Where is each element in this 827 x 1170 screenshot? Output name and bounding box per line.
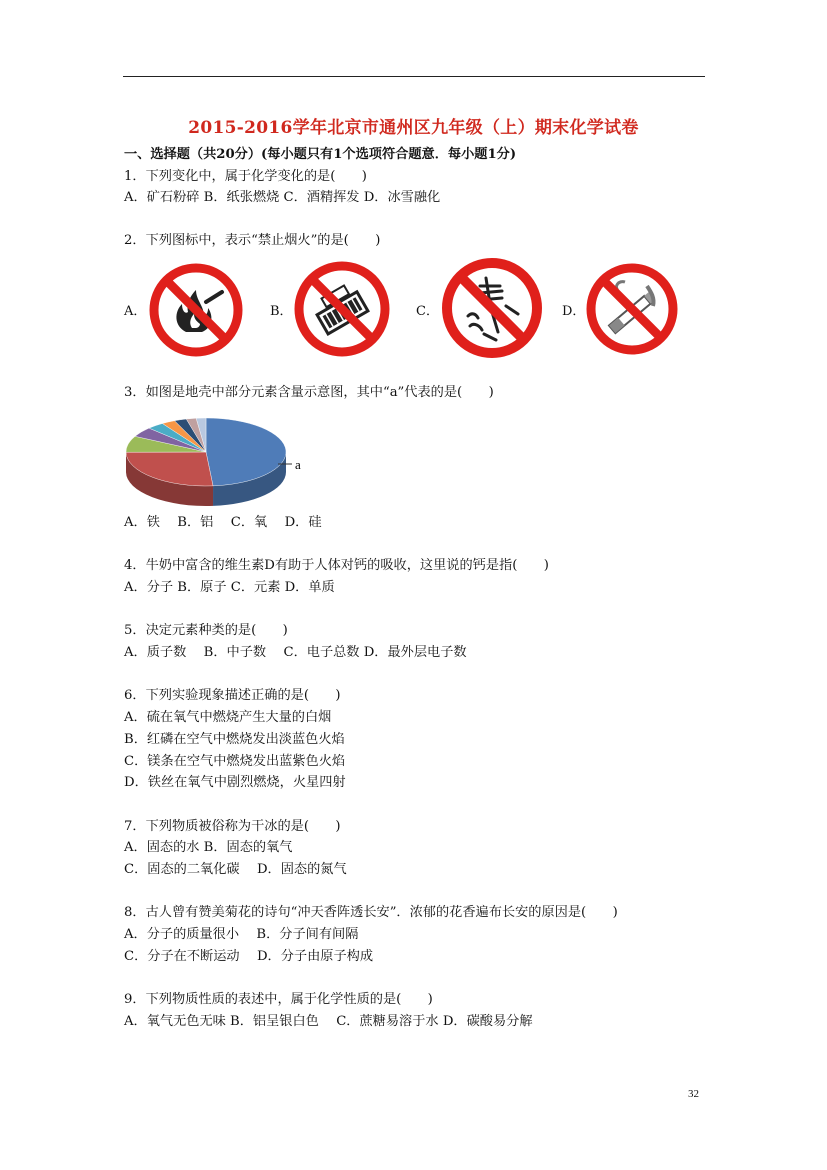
pie-label-a: a [295, 457, 301, 472]
question-1-stem: 1．下列变化中，属于化学变化的是( ) [124, 169, 367, 184]
page-title: 2015-2016学年北京市通州区九年级（上）期末化学试卷 [188, 118, 639, 138]
question-2-stem: 2．下列图标中，表示“禁止烟火”的是( ) [124, 233, 381, 248]
no-matches-icon [293, 260, 391, 358]
question-6-option-a: A．硫在氧气中燃烧产生大量的白烟 [124, 710, 332, 725]
question-6-option-c: C．镁条在空气中燃烧发出蓝紫色火焰 [124, 754, 346, 769]
section-heading: 一、选择题（共20分）(每小题只有1个选项符合题意．每小题1分) [124, 147, 517, 162]
question-7-stem: 7．下列物质被俗称为干冰的是( ) [124, 819, 341, 834]
question-3-options: A．铁 B．铝 C．氧 D．硅 [124, 515, 322, 530]
question-6-option-b: B．红磷在空气中燃烧发出淡蓝色火焰 [124, 732, 345, 747]
question-7-options-row-1: A．固态的水 B．固态的氧气 [124, 840, 293, 855]
question-8-options-row-2: C．分子在不断运动 D．分子由原子构成 [124, 949, 374, 964]
option-d-label: D． [562, 304, 586, 319]
header-rule [123, 76, 705, 77]
option-b-label: B． [270, 304, 293, 319]
element-content-pie-chart [124, 410, 324, 510]
question-4-options: A．分子 B．原子 C．元素 D．单质 [124, 580, 335, 595]
question-9-options: A．氧气无色无味 B．铝呈银白色 C．蔗糖易溶于水 D．碳酸易分解 [124, 1014, 533, 1029]
question-8-stem: 8．古人曾有赞美菊花的诗句“冲天香阵透长安”．浓郁的花香遍布长安的原因是( ) [124, 905, 618, 920]
no-smoking-icon [585, 262, 679, 356]
no-fireworks-icon [440, 256, 544, 360]
question-6-stem: 6．下列实验现象描述正确的是( ) [124, 688, 341, 703]
option-a-label: A． [124, 304, 147, 319]
question-6-option-d: D．铁丝在氧气中剧烈燃烧，火星四射 [124, 775, 346, 790]
question-3-stem: 3．如图是地壳中部分元素含量示意图，其中“a”代表的是( ) [124, 385, 494, 400]
question-5-options: A．质子数 B．中子数 C．电子总数 D．最外层电子数 [124, 645, 467, 660]
question-7-options-row-2: C．固态的二氧化碳 D．固态的氮气 [124, 862, 347, 877]
page-number: 32 [688, 1088, 699, 1100]
option-c-label: C． [416, 304, 439, 319]
no-fire-icon [148, 262, 244, 358]
question-9-stem: 9．下列物质性质的表述中，属于化学性质的是( ) [124, 992, 433, 1007]
question-8-options-row-1: A．分子的质量很小 B．分子间有间隔 [124, 927, 359, 942]
question-1-options: A．矿石粉碎 B．纸张燃烧 C．酒精挥发 D．冰雪融化 [124, 190, 441, 205]
question-5-stem: 5．决定元素种类的是( ) [124, 623, 288, 638]
question-4-stem: 4．牛奶中富含的维生素D有助于人体对钙的吸收，这里说的钙是指( ) [124, 558, 549, 573]
